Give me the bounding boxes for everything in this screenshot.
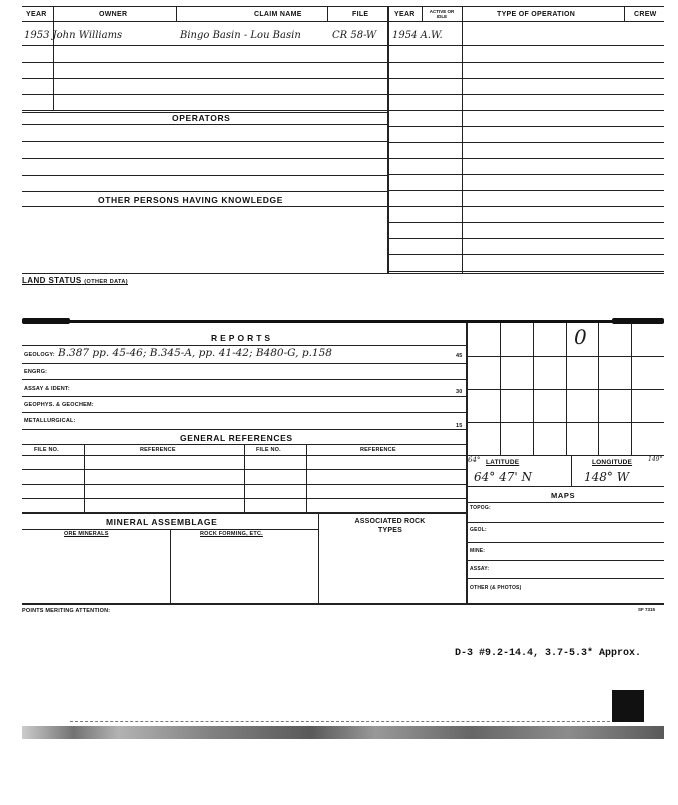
gr-col-reference-2: REFERENCE bbox=[360, 447, 396, 453]
maps-other: OTHER (& PHOTOS) bbox=[470, 585, 522, 591]
ore-minerals-heading: ORE MINERALS bbox=[64, 531, 109, 537]
maps-topog: TOPOG: bbox=[470, 505, 491, 511]
typed-note: D-3 #9.2-14.4, 3.7-5.3* Approx. bbox=[455, 648, 642, 659]
entry-year-owner: 1953 John Williams bbox=[24, 30, 123, 41]
reports-top-bar bbox=[22, 320, 664, 323]
gr-col-file-no-1: FILE NO. bbox=[34, 447, 59, 453]
scan-black-mark bbox=[612, 690, 644, 722]
entry-file: CR 58-W bbox=[332, 30, 377, 41]
longitude-prefix: 149° bbox=[648, 456, 663, 463]
maps-mine: MINE: bbox=[470, 548, 486, 554]
latitude-label: LATITUDE bbox=[486, 459, 520, 466]
scan-noise-band bbox=[22, 726, 664, 739]
report-label-geophys: GEOPHYS. & GEOCHEM: bbox=[24, 402, 94, 408]
general-references-heading: GENERAL REFERENCES bbox=[180, 433, 293, 443]
report-row-geophys bbox=[22, 398, 466, 413]
gr-col-file-no-2: FILE NO. bbox=[256, 447, 281, 453]
header-claim-name: CLAIM NAME bbox=[254, 11, 302, 18]
entry-claim-name: Bingo Basin - Lou Basin bbox=[180, 30, 301, 41]
report-label-geology: GEOLOGY: bbox=[24, 352, 55, 358]
longitude-value: 148° W bbox=[584, 470, 630, 484]
report-label-metallurgical: METALLURGICAL: bbox=[24, 418, 76, 424]
mineral-assemblage-heading: MINERAL ASSEMBLAGE bbox=[106, 517, 218, 527]
header-year: YEAR bbox=[26, 11, 47, 18]
report-row-assay bbox=[22, 381, 466, 396]
operators-heading: OPERATORS bbox=[172, 113, 231, 123]
gr-col-reference-1: REFERENCE bbox=[140, 447, 176, 453]
land-status-sub: (OTHER DATA) bbox=[84, 279, 128, 285]
maps-list bbox=[466, 502, 664, 602]
header-active-or-idle: ACTIVE OR IDLE bbox=[429, 9, 455, 19]
maps-geol: GEOL: bbox=[470, 527, 487, 533]
report-label-assay: ASSAY & IDENT: bbox=[24, 386, 70, 392]
report-value-geology: B.387 pp. 45-46; B.345-A, pp. 41-42; B480-G, p.158 bbox=[58, 347, 332, 359]
report-number-assay: 30 bbox=[456, 389, 463, 395]
report-label-engrg: ENGRG: bbox=[24, 369, 48, 375]
header-type-of-operation: TYPE OF OPERATION bbox=[497, 11, 576, 18]
entry-year-active: 1954 A.W. bbox=[392, 30, 443, 41]
grid-mark: 0 bbox=[574, 325, 587, 349]
associated-rock-types-heading: ASSOCIATED ROCK TYPES bbox=[354, 518, 426, 534]
header-owner: OWNER bbox=[99, 11, 128, 18]
header-file: FILE bbox=[352, 11, 369, 18]
latitude-value: 64° 47' N bbox=[474, 470, 532, 484]
longitude-label: LONGITUDE bbox=[592, 459, 633, 466]
reports-heading: REPORTS bbox=[211, 333, 274, 343]
header-year-2: YEAR bbox=[394, 11, 415, 18]
maps-assay: ASSAY: bbox=[470, 566, 490, 572]
header-crew: CREW bbox=[634, 11, 657, 18]
report-row-engrg bbox=[22, 364, 466, 379]
latitude-prefix: 64° bbox=[468, 456, 481, 464]
maps-heading: MAPS bbox=[551, 491, 576, 500]
land-status-label bbox=[22, 276, 128, 285]
form-code: SF 7315 bbox=[638, 607, 656, 612]
report-row-geology bbox=[22, 347, 466, 362]
land-status-title: LAND STATUS bbox=[22, 276, 82, 285]
report-row-metallurgical bbox=[22, 413, 466, 428]
report-number-geology: 45 bbox=[456, 353, 463, 359]
other-persons-heading: OTHER PERSONS HAVING KNOWLEDGE bbox=[98, 195, 284, 205]
report-number-metallurgical: 15 bbox=[456, 423, 463, 429]
points-meriting-attention: POINTS MERITING ATTENTION: bbox=[22, 608, 111, 614]
rock-forming-heading: ROCK FORMING, ETC. bbox=[200, 531, 263, 537]
